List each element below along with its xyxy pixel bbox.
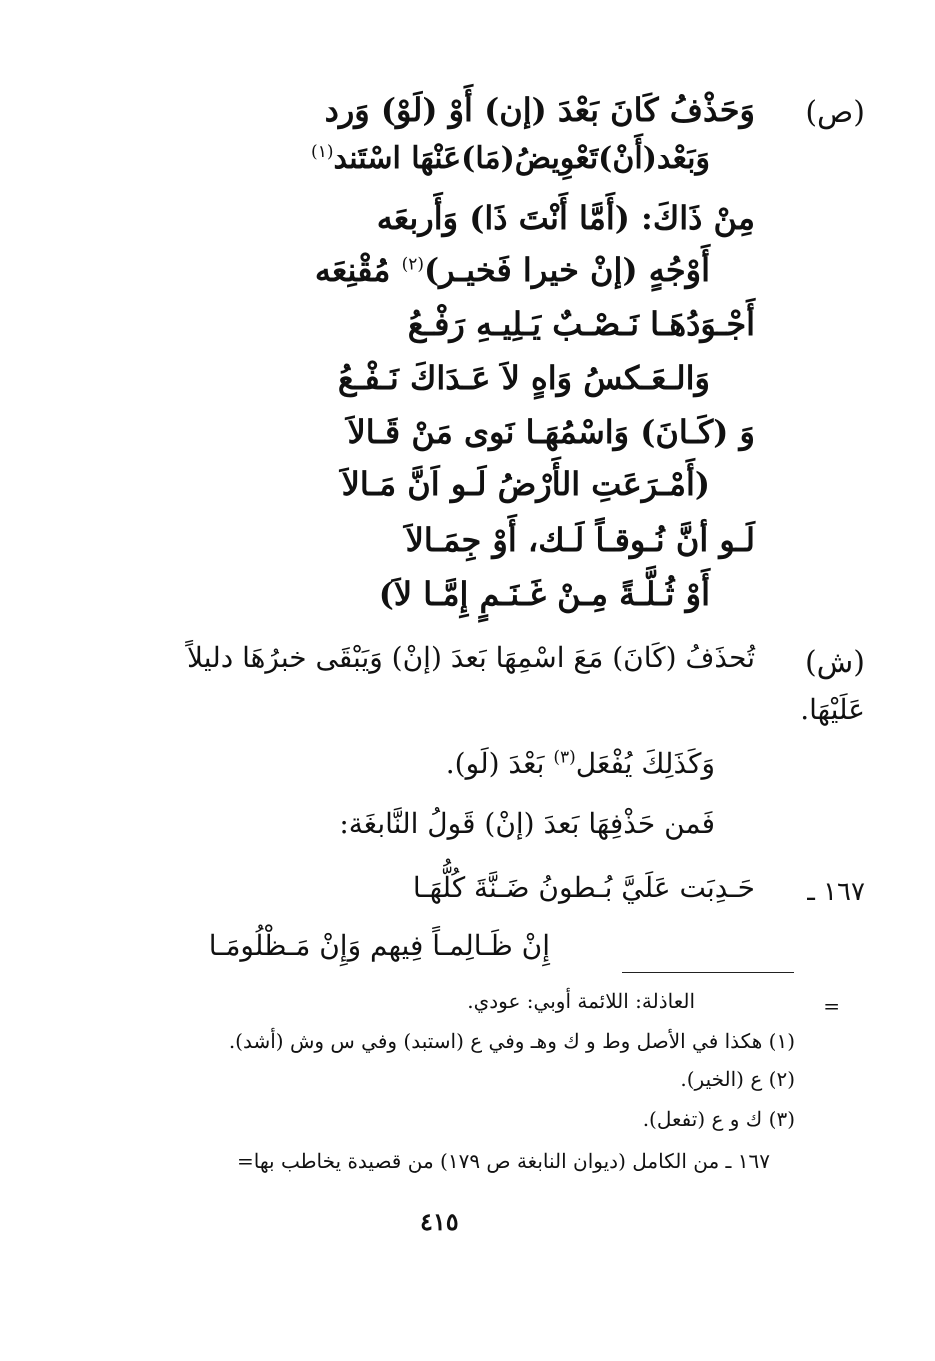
commentary-text: وَكَذَلِكَ يُفْعَل	[575, 747, 715, 780]
commentary-line-2: عَلَيْهَا.	[800, 693, 865, 726]
verse-line-3	[377, 200, 755, 237]
footnote-ref-2: (٢)	[401, 254, 424, 275]
verse-text: وَ (كَـانَ) وَاسْمُهَـا نَوى مَنْ قَـالاَ	[347, 413, 755, 451]
commentary-line-4: فَمن حَذْفِهَا بَعدَ (إنْ) قَولُ النَّابغَة:	[339, 807, 715, 840]
footnote-continuation-mark: =	[823, 994, 840, 1018]
verse-text: (أَمْـرَعَتِ الأَرْضُ لَـو اَنَّ مَـالاَ	[341, 465, 710, 503]
verse-line-5	[408, 306, 755, 343]
verse-167-line-2: إِنْ ظَـالِمـاً فِيهم وَإِنْ مَـظْلُومَـا	[208, 929, 550, 962]
verse-line-8	[342, 466, 710, 503]
verse-line-7	[348, 414, 755, 451]
commentary-line-1: تُحذَفُ (كَانَ) مَعَ اسْمِهَا بَعدَ (إنْ) وَيَبْقَى خبرُهَا دليلاً	[187, 641, 755, 674]
section-marker-shin: (ش)	[804, 645, 865, 680]
footnote-ref-3: (٣)	[553, 747, 576, 768]
verse-text: أَوْ ثُـلَّـةً مِـنْ غَـنَـمٍ إِمَّـا لاَ)	[378, 575, 710, 613]
verse-text: أَجْـوَدُهَـا نَـصْـبٌ يَـلِيـهِ رَفْـعُ	[407, 305, 755, 343]
verse-line-1	[325, 92, 755, 129]
page-number: ٤١٥	[420, 1207, 459, 1236]
commentary-text-end: بَعْدَ (لَو).	[445, 747, 554, 780]
section-marker-sad: (ص)	[805, 95, 865, 130]
verse-line-6	[338, 360, 710, 397]
verse-line-9	[406, 522, 755, 559]
verse-text: وَحَذْفُ كَانَ بَعْدَ (إن) أَوْ (لَوْ) وَرد	[324, 91, 755, 129]
verse-text: مِنْ ذَاكَ: (أَمَّا أَنْتَ ذَا) وَأَربعَه	[376, 199, 755, 237]
verse-text: أَوْجُهٍ (إنْ خيرا فَخيـر)	[424, 251, 710, 289]
verse-line-10	[379, 576, 710, 613]
verse-number-167: ١٦٧ ـ	[807, 877, 865, 907]
footnote-3: (٣) ك و ع (تفعل).	[642, 1107, 795, 1131]
verse-text: لَـو أنَّ نُـوقـاً لَـك، أَوْ جِمَـالاَ	[405, 521, 755, 559]
verse-text: وَبَعْد(أَنْ)تَعْوِيضُ(مَا)عَنْهَا اسْتَند	[333, 141, 710, 176]
footnote-2: (٢) ع (الخير).	[680, 1067, 795, 1091]
footnote-continuation: العاذلة: اللائمة أوبي: عودي.	[467, 989, 695, 1013]
verse-line-4	[315, 252, 710, 289]
verse-text: وَالـعَـكسُ وَاهٍ لاَ عَـدَاكَ نَـفْـعُ	[337, 359, 710, 397]
footnote-source: ١٦٧ ـ من الكامل (ديوان النابغة ص ١٧٩) من قصيدة يخاطب بها=	[236, 1149, 770, 1173]
verse-text-end: مُقْنِعَه	[314, 251, 402, 289]
commentary-line-3	[446, 748, 715, 780]
footnote-separator	[622, 972, 794, 973]
verse-167-line-1: حَـدِبَت عَلَيَّ بُـطونُ ضَـنَّةَ كُلُّهَـا	[412, 871, 755, 904]
footnote-1: (١) هكذا في الأصل وط و ك وهـ وفي ع (استبد) وفي س وش (أشد).	[228, 1029, 795, 1053]
verse-line-2	[311, 142, 710, 177]
footnote-ref-1: (١)	[311, 142, 334, 162]
